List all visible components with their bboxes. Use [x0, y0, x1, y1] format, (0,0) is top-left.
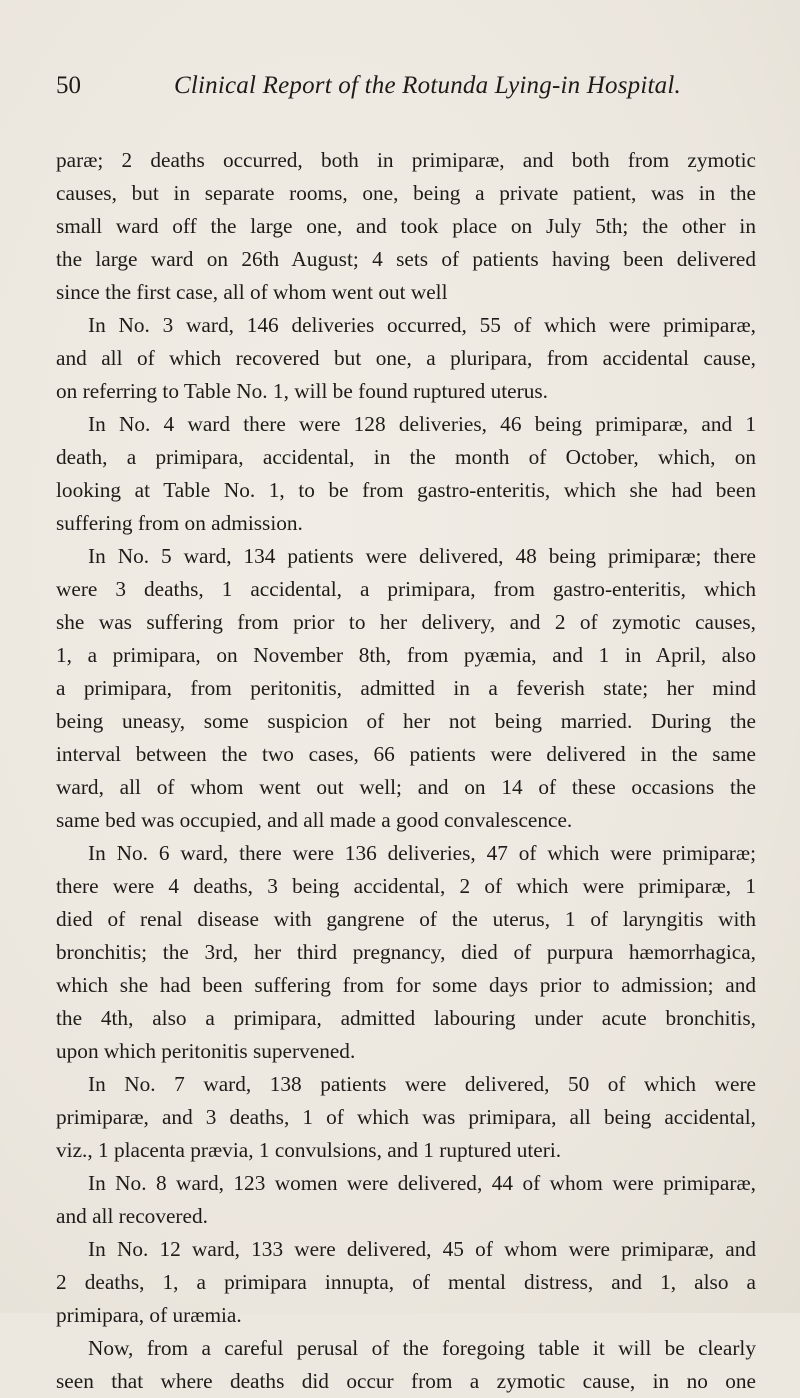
text-line: ward, all of whom went out well; and on 14 of these occasions the [56, 775, 756, 799]
text-line: In No. 3 ward, 146 deliveries occurred, 55 of which were primiparæ, [88, 313, 756, 337]
running-head [56, 66, 756, 106]
text-line: were 3 deaths, 1 accidental, a primipara, from gastro-enteritis, which [56, 577, 756, 601]
text-line: and all of which recovered but one, a pluripara, from accidental cause, [56, 346, 756, 370]
text-line: In No. 5 ward, 134 patients were delivered, 48 being primiparæ; there [88, 544, 756, 568]
text-line: death, a primipara, accidental, in the month of October, which, on [56, 445, 756, 469]
text-line: on referring to Table No. 1, will be found ruptured uterus. [56, 379, 548, 403]
body-text [56, 144, 756, 1398]
text-line: small ward off the large one, and took place on July 5th; the other in [56, 214, 756, 238]
text-line: primipara, of uræmia. [56, 1303, 242, 1327]
text-line: upon which peritonitis supervened. [56, 1039, 356, 1063]
text-line: viz., 1 placenta prævia, 1 convulsions, and 1 ruptured uteri. [56, 1138, 562, 1162]
text-line: the large ward on 26th August; 4 sets of patients having been delivered [56, 247, 756, 271]
text-line: interval between the two cases, 66 patients were delivered in the same [56, 742, 756, 766]
text-line: since the first case, all of whom went out well [56, 280, 448, 304]
text-line: being uneasy, some suspicion of her not being married. During the [56, 709, 756, 733]
text-line: seen that where deaths did occur from a zymotic cause, in no one [56, 1369, 756, 1393]
text-line: primiparæ, and 3 deaths, 1 of which was primipara, all being accidental, [56, 1105, 756, 1129]
text-line: In No. 7 ward, 138 patients were delivered, 50 of which were [88, 1072, 756, 1096]
text-line: she was suffering from prior to her delivery, and 2 of zymotic causes, [56, 610, 756, 634]
text-line: In No. 4 ward there were 128 deliveries, 46 being primiparæ, and 1 [88, 412, 756, 436]
text-line: bronchitis; the 3rd, her third pregnancy, died of purpura hæmorrhagica, [56, 940, 756, 964]
text-line: 1, a primipara, on November 8th, from pyæmia, and 1 in April, also [56, 643, 756, 667]
text-line: 2 deaths, 1, a primipara innupta, of mental distress, and 1, also a [56, 1270, 756, 1294]
text-line: and all recovered. [56, 1204, 208, 1228]
text-line: causes, but in separate rooms, one, being a private patient, was in the [56, 181, 756, 205]
text-line: In No. 6 ward, there were 136 deliveries, 47 of which were primiparæ; [88, 841, 756, 865]
text-line: the 4th, also a primipara, admitted labouring under acute bronchitis, [56, 1006, 756, 1030]
text-line: same bed was occupied, and all made a good convalescence. [56, 808, 573, 832]
running-title: Clinical Report of the Rotunda Lying-in Hospital. [174, 72, 681, 99]
text-line: died of renal disease with gangrene of the uterus, 1 of laryngitis with [56, 907, 756, 931]
text-line: paræ; 2 deaths occurred, both in primiparæ, and both from zymotic [56, 148, 756, 172]
text-line: there were 4 deaths, 3 being accidental, 2 of which were primiparæ, 1 [56, 874, 756, 898]
text-line: suffering from on admission. [56, 511, 303, 535]
text-line: In No. 12 ward, 133 were delivered, 45 of whom were primiparæ, and [88, 1237, 756, 1261]
text-line: looking at Table No. 1, to be from gastro-enteritis, which she had been [56, 478, 756, 502]
text-line: Now, from a careful perusal of the foregoing table it will be clearly [88, 1336, 756, 1360]
page-number: 50 [56, 72, 81, 99]
text-line: which she had been suffering from for some days prior to admission; and [56, 973, 756, 997]
text-line: In No. 8 ward, 123 women were delivered, 44 of whom were primiparæ, [88, 1171, 756, 1195]
text-line: a primipara, from peritonitis, admitted in a feverish state; her mind [56, 676, 756, 700]
